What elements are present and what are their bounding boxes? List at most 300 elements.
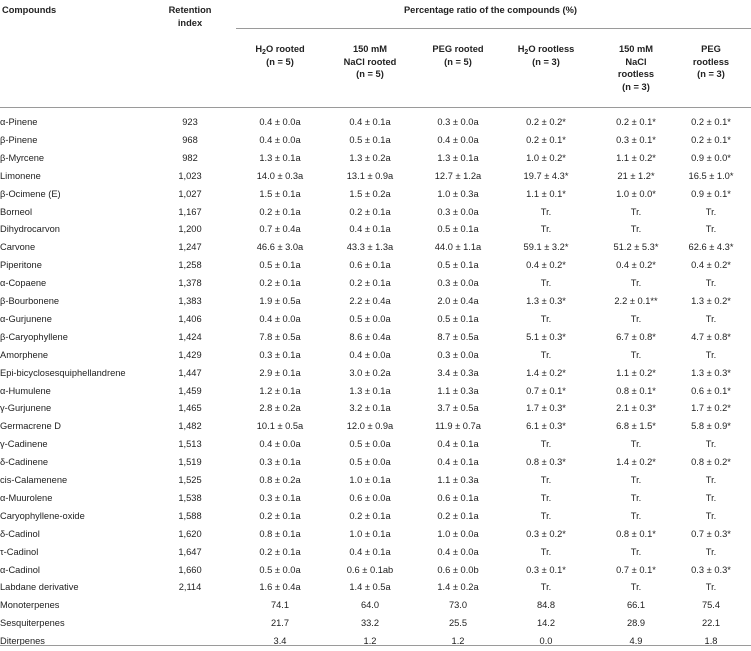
compound-name-cell: Monoterpenes [0,600,60,611]
column-header-text: O rooted [265,44,305,54]
compound-name-cell: Carvone [0,242,36,253]
percentage-cell: 0.4 ± 0.0a [259,134,301,145]
percentage-cell: 6.7 ± 0.8* [616,331,656,342]
percentage-cell: 0.4 ± 0.2* [526,260,566,271]
compound-name-cell: β-Caryophyllene [0,331,68,342]
table-row [0,114,751,132]
percentage-cell: Tr. [540,492,552,503]
percentage-cell: 12.7 ± 1.2a [434,170,482,181]
column-header-line1 [408,43,508,56]
percentage-cell: 8.7 ± 0.5a [437,331,479,342]
percentage-cell: 0.2 ± 0.1a [349,510,391,521]
compound-name-cell: Sesquiterpenes [0,618,65,629]
percentage-cell: 0.9 ± 0.1* [691,188,731,199]
retention-index-cell: 1,525 [178,475,202,485]
percentage-cell: 0.5 ± 0.1a [437,260,479,271]
percentage-cell: Tr. [705,492,717,503]
percentage-cell: 0.7 ± 0.4a [259,224,301,235]
percentage-cell: 0.5 ± 0.0a [349,457,391,468]
percentage-cell: 1.0 ± 0.1a [349,528,391,539]
percentage-cell: Tr. [540,439,552,450]
percentage-cell: 1.3 ± 0.3* [526,296,566,306]
column-header-line: (n = 5) [356,69,384,79]
header-group-title: Percentage ratio of the compounds (%) [403,5,578,15]
percentage-cell: Tr. [540,475,552,485]
percentage-cell: 1.7 ± 0.2* [691,403,731,414]
percentage-cell: 1.0 ± 0.0a [437,528,479,539]
percentage-cell: 75.4 [701,600,721,611]
percentage-cell: 1.4 ± 0.5a [349,582,391,593]
percentage-cell: 51.2 ± 5.3* [613,242,659,253]
header-group-rule [236,28,751,29]
percentage-cell: 1.3 ± 0.1a [259,152,301,163]
retention-index-cell: 1,167 [178,206,202,217]
compound-name-cell: Diterpenes [0,636,45,647]
percentage-cell: Tr. [540,349,552,360]
percentage-cell: Tr. [540,546,552,557]
percentage-cell: 0.4 ± 0.2* [616,260,656,271]
percentage-cell: 1.3 ± 0.3* [691,367,731,378]
percentage-cell: 0.2 ± 0.2* [526,117,566,127]
compound-name-cell: Borneol [0,206,33,217]
compound-name-cell: Caryophyllene-oxide [0,510,85,521]
percentage-cell: 0.4 ± 0.1a [437,457,479,468]
percentage-cell: 1.0 ± 0.1a [349,475,391,485]
table-row [0,132,751,150]
percentage-cell: 2.9 ± 0.1a [259,367,301,378]
percentage-cell: 1.9 ± 0.5a [259,296,301,306]
table-row [0,615,751,633]
percentage-cell: Tr. [540,224,552,235]
table-row [0,544,751,562]
percentage-cell: 1.5 ± 0.1a [259,188,301,199]
percentage-cell: Tr. [705,206,717,217]
percentage-cell: Tr. [705,313,717,324]
percentage-cell: 0.6 ± 0.0b [437,564,479,575]
table-row [0,329,751,347]
percentage-cell: 0.2 ± 0.1* [691,117,731,127]
retention-index-cell: 1,538 [178,492,202,503]
retention-index-cell: 1,023 [178,170,202,181]
percentage-cell: 43.3 ± 1.3a [346,242,394,253]
retention-index-cell: 1,447 [178,367,202,378]
percentage-cell: 0.5 ± 0.1a [259,260,301,271]
percentage-cell: 0.4 ± 0.0a [437,134,479,145]
percentage-cell: 44.0 ± 1.1a [434,242,482,253]
column-header-line: rootless [692,56,730,67]
percentage-cell: 0.7 ± 0.1* [616,564,656,575]
column-header-line: rootless [617,69,655,79]
compound-name-cell: δ-Cadinol [0,528,40,539]
retention-index-cell: 1,429 [178,349,202,360]
table-row [0,490,751,508]
compound-name-cell: α-Gurjunene [0,313,52,324]
percentage-cell: Tr. [630,206,642,217]
percentage-cell: 14.2 [536,618,556,629]
percentage-cell: Tr. [705,582,717,593]
retention-index-cell: 1,513 [178,439,202,450]
table-row [0,347,751,365]
percentage-cell: Tr. [630,546,642,557]
compound-name-cell: β-Bourbonene [0,296,60,306]
percentage-cell: 0.5 ± 0.1a [437,313,479,324]
percentage-cell: 28.9 [626,618,646,629]
percentage-cell: 59.1 ± 3.2* [523,242,569,253]
percentage-cell: 1.3 ± 0.2a [349,152,391,163]
percentage-cell: 1.3 ± 0.2* [691,296,731,306]
percentage-cell: 0.2 ± 0.1a [349,206,391,217]
percentage-cell: 64.0 [360,600,380,611]
percentage-cell: 16.5 ± 1.0* [688,170,734,181]
percentage-cell: 0.5 ± 0.1a [437,224,479,235]
retention-index-cell: 1,519 [178,457,202,468]
retention-index-cell: 1,383 [178,296,202,306]
compound-name-cell: δ-Cadinene [0,457,49,468]
percentage-cell: 0.2 ± 0.1a [259,206,301,217]
percentage-cell: 0.4 ± 0.0a [437,546,479,557]
percentage-cell: 19.7 ± 4.3* [523,170,569,181]
percentage-cell: 1.7 ± 0.3* [526,403,566,414]
percentage-cell: 0.5 ± 0.1a [349,134,391,145]
column-header-text: H [517,44,525,54]
table-row [0,562,751,580]
percentage-cell: 62.6 ± 4.3* [688,242,734,253]
percentage-cell: 73.0 [448,600,468,611]
percentage-cell: 4.7 ± 0.8* [691,331,731,342]
percentage-cell: 2.2 ± 0.4a [349,296,391,306]
percentage-cell: 0.3 ± 0.0a [437,278,479,289]
percentage-cell: Tr. [705,224,717,235]
percentage-cell: 46.6 ± 3.0a [256,242,304,253]
percentage-cell: Tr. [630,475,642,485]
retention-index-cell: 1,482 [178,421,202,432]
retention-index-cell: 982 [182,152,198,163]
percentage-cell: Tr. [705,439,717,450]
retention-index-cell: 2,114 [178,582,202,593]
compound-name-cell: Germacrene D [0,421,61,432]
percentage-cell: 0.3 ± 0.2* [526,528,566,539]
table-row [0,293,751,311]
compound-name-cell: γ-Gurjunene [0,403,52,414]
percentage-cell: 10.1 ± 0.5a [256,421,304,432]
table-row [0,257,751,275]
percentage-cell: 0.8 ± 0.2* [691,457,731,468]
column-header-line1 [320,43,420,56]
compound-name-cell: Labdane derivative [0,582,79,593]
percentage-cell: 84.8 [536,600,556,611]
percentage-cell: 1.0 ± 0.3a [437,188,479,199]
retention-index-cell: 1,258 [178,260,202,271]
percentage-cell: 0.6 ± 0.1* [691,385,731,396]
percentage-cell: 1.1 ± 0.3a [437,475,479,485]
compound-name-cell: α-Humulene [0,385,51,396]
compound-name-cell: cis-Calamenene [0,475,68,485]
percentage-cell: 0.3 ± 0.1* [526,564,566,575]
header-retention-line2: index [177,17,203,28]
percentage-cell: Tr. [630,349,642,360]
column-header-text: 150 mM [618,44,654,54]
percentage-cell: 33.2 [360,618,380,629]
header-compounds: Compounds [2,5,57,15]
compound-name-cell: γ-Cadinene [0,439,48,450]
column-header-line1 [230,43,330,56]
column-header-line: (n = 3) [532,56,560,67]
table-row [0,454,751,472]
compound-name-cell: α-Muurolene [0,492,53,503]
percentage-cell: 0.2 ± 0.1* [616,117,656,127]
column-header-line: (n = 3) [622,81,650,92]
percentage-cell: 2.1 ± 0.3* [616,403,656,414]
percentage-cell: 0.3 ± 0.1a [259,349,301,360]
retention-index-cell: 1,027 [178,188,202,199]
percentage-cell: 21.7 [270,618,290,629]
percentage-cell: 0.2 ± 0.1a [349,278,391,289]
percentage-cell: 14.0 ± 0.3a [256,170,304,181]
percentage-cell: 0.8 ± 0.1a [259,528,301,539]
percentage-cell: 0.9 ± 0.0* [691,152,731,163]
percentage-cell: 0.3 ± 0.0a [437,117,479,127]
percentage-cell: 0.4 ± 0.1a [349,117,391,127]
percentage-cell: 1.6 ± 0.4a [259,582,301,593]
percentage-cell: 21 ± 1.2* [617,170,655,181]
percentage-cell: 0.4 ± 0.1a [349,546,391,557]
percentage-cell: Tr. [705,510,717,521]
percentage-cell: 0.3 ± 0.3* [691,564,731,575]
percentage-cell: 6.8 ± 1.5* [616,421,656,432]
percentage-cell: 66.1 [626,600,646,611]
table-row [0,418,751,436]
percentage-cell: 0.2 ± 0.1* [526,134,566,145]
percentage-cell: 1.1 ± 0.2* [616,367,656,378]
table-row [0,150,751,168]
column-header-subscript: 2 [524,49,529,56]
percentage-cell: 3.4 [273,636,287,647]
percentage-cell: 13.1 ± 0.9a [346,170,394,181]
column-header-subscript: 2 [262,49,266,56]
percentage-cell: 0.2 ± 0.1* [691,134,731,145]
percentage-cell: 0.5 ± 0.0a [349,313,391,324]
table-row [0,275,751,293]
table-row [0,633,751,651]
percentage-cell: 7.8 ± 0.5a [259,331,301,342]
column-header-1 [230,43,330,68]
retention-index-cell: 968 [182,134,198,145]
percentage-cell: 0.6 ± 0.1ab [346,564,394,575]
column-header-text: PEG rooted [432,44,484,54]
retention-index-cell: 1,200 [178,224,202,235]
table-row [0,365,751,383]
percentage-cell: 0.8 ± 0.1* [616,528,656,539]
percentage-cell: 0.3 ± 0.0a [437,349,479,360]
percentage-cell: 1.0 ± 0.0* [616,188,656,199]
percentage-cell: 2.2 ± 0.1** [614,296,658,306]
column-header-line: (n = 3) [697,69,725,79]
table-row [0,526,751,544]
header-retention-line1: Retention [168,5,212,15]
column-header-text: 150 mM [352,44,388,54]
column-header-line1 [666,43,751,56]
percentage-cell: Tr. [540,206,552,217]
percentage-cell: 5.1 ± 0.3* [526,331,566,342]
percentage-cell: 2.8 ± 0.2a [259,403,301,414]
percentage-cell: 0.3 ± 0.1* [616,134,656,145]
percentage-cell: 0.0 [539,636,553,647]
table-row [0,168,751,186]
compound-name-cell: β-Ocimene (E) [0,188,61,199]
percentage-cell: 1.8 [704,636,718,647]
percentage-cell: 0.3 ± 0.1a [259,457,301,468]
retention-index-cell: 1,647 [178,546,202,557]
compound-name-cell: Limonene [0,170,41,181]
percentage-cell: 1.1 ± 0.3a [437,385,479,396]
percentage-cell: 0.4 ± 0.0a [259,313,301,324]
percentage-cell: Tr. [540,510,552,521]
percentage-cell: 0.6 ± 0.1a [437,492,479,503]
percentage-cell: 0.3 ± 0.1a [259,492,301,503]
compound-name-cell: Amorphene [0,349,49,360]
table-row [0,221,751,239]
compound-name-cell: α-Copaene [0,278,47,289]
table-row [0,597,751,615]
percentage-cell: 1.4 ± 0.2a [437,582,479,593]
header-retention-index [150,4,230,29]
column-header-text: PEG [701,44,721,54]
percentage-cell: 0.5 ± 0.0a [259,564,301,575]
retention-index-cell: 1,465 [178,403,202,414]
column-header-6 [666,43,751,81]
percentage-cell: Tr. [630,313,642,324]
percentage-cell: 0.7 ± 0.3* [691,528,731,539]
percentage-cell: Tr. [630,224,642,235]
percentage-cell: 22.1 [701,618,721,629]
percentage-cell: 1.4 ± 0.2* [616,457,656,468]
percentage-cell: 0.2 ± 0.1a [259,546,301,557]
percentage-cell: 0.8 ± 0.1* [616,385,656,396]
percentage-cell: 1.1 ± 0.1* [526,188,566,199]
percentage-cell: 0.4 ± 0.0a [349,349,391,360]
percentage-cell: 3.7 ± 0.5a [437,403,479,414]
percentage-cell: 0.6 ± 0.1a [349,260,391,271]
table-row [0,239,751,257]
percentage-cell: Tr. [705,349,717,360]
header-bottom-rule [0,107,751,108]
percentage-cell: 0.6 ± 0.0a [349,492,391,503]
percentage-cell: 0.2 ± 0.1a [259,510,301,521]
percentage-cell: 1.3 ± 0.1a [437,152,479,163]
percentage-cell: 1.2 [363,636,377,647]
percentage-cell: 3.2 ± 0.1a [349,403,391,414]
compound-name-cell: α-Cadinol [0,564,40,575]
retention-index-cell: 1,660 [178,564,202,575]
table-bottom-rule [0,645,751,646]
table-row [0,311,751,329]
percentage-cell: Tr. [705,546,717,557]
compound-name-cell: τ-Cadinol [0,546,39,557]
percentage-cell: 5.8 ± 0.9* [691,421,731,432]
percentage-cell: Tr. [540,313,552,324]
percentage-cell: Tr. [630,582,642,593]
compound-name-cell: Piperitone [0,260,42,271]
percentage-cell: Tr. [630,439,642,450]
percentage-cell: 1.4 ± 0.2* [526,367,566,378]
percentage-cell: 0.4 ± 0.1a [349,224,391,235]
compound-name-cell: Dihydrocarvon [0,224,60,235]
percentage-cell: 1.0 ± 0.2* [526,152,566,163]
percentage-cell: 0.3 ± 0.0a [437,206,479,217]
retention-index-cell: 1,424 [178,331,202,342]
percentage-cell: 0.4 ± 0.0a [259,439,301,450]
column-header-text: O rootless [528,44,575,54]
column-header-3 [408,43,508,68]
percentage-cell: 1.2 [451,636,465,647]
compound-name-cell: α-Pinene [0,117,38,127]
column-header-line: (n = 5) [266,56,294,67]
column-header-line: NaCl rooted [343,56,397,67]
percentage-cell: Tr. [540,582,552,593]
column-header-text: H [255,44,263,54]
percentage-cell: 25.5 [448,618,468,629]
retention-index-cell: 1,620 [178,528,202,539]
percentage-cell: 2.0 ± 0.4a [437,296,479,306]
table-row [0,204,751,222]
percentage-cell: 11.9 ± 0.7a [435,421,481,432]
column-header-2 [320,43,420,81]
retention-index-cell: 1,588 [178,510,202,521]
percentage-cell: 1.3 ± 0.1a [349,385,391,396]
compound-name-cell: β-Myrcene [0,152,45,163]
percentage-cell: 0.8 ± 0.3* [526,457,566,468]
percentage-cell: 12.0 ± 0.9a [346,421,394,432]
percentage-cell: 8.6 ± 0.4a [349,331,391,342]
percentage-cell: Tr. [630,510,642,521]
table-row [0,186,751,204]
retention-index-cell: 1,406 [178,313,202,324]
percentage-cell: 6.1 ± 0.3* [526,421,566,432]
compound-name-cell: β-Pinene [0,134,38,145]
retention-index-cell: 923 [182,117,198,127]
percentage-cell: 0.5 ± 0.0a [349,439,391,450]
column-header-line: (n = 5) [444,56,472,67]
percentage-cell: 3.4 ± 0.3a [437,367,479,378]
percentage-cell: Tr. [630,278,642,289]
percentage-cell: 0.8 ± 0.2a [259,475,301,485]
percentage-cell: 1.5 ± 0.2a [349,188,391,199]
column-header-line1 [496,43,596,56]
table-row [0,383,751,401]
column-header-4 [496,43,596,68]
table-row [0,436,751,454]
percentage-cell: 0.2 ± 0.1a [437,510,479,521]
percentage-cell: 0.4 ± 0.2* [691,260,731,271]
column-header-line: NaCl [625,56,647,67]
percentage-cell: 0.4 ± 0.1a [437,439,479,450]
percentage-cell: Tr. [705,475,717,485]
percentage-cell: Tr. [705,278,717,289]
retention-index-cell: 1,459 [178,385,202,396]
retention-index-cell: 1,247 [178,242,202,253]
table-row [0,472,751,490]
percentage-cell: 74.1 [270,600,290,611]
percentage-cell: 1.2 ± 0.1a [259,385,301,396]
percentage-cell: 4.9 [629,636,643,647]
percentage-cell: 0.7 ± 0.1* [526,385,566,396]
percentage-cell: Tr. [540,278,552,289]
retention-index-cell: 1,378 [178,278,202,289]
table-row [0,400,751,418]
table-row [0,579,751,597]
percentage-cell: 0.2 ± 0.1a [259,278,301,289]
percentage-cell: Tr. [630,492,642,503]
